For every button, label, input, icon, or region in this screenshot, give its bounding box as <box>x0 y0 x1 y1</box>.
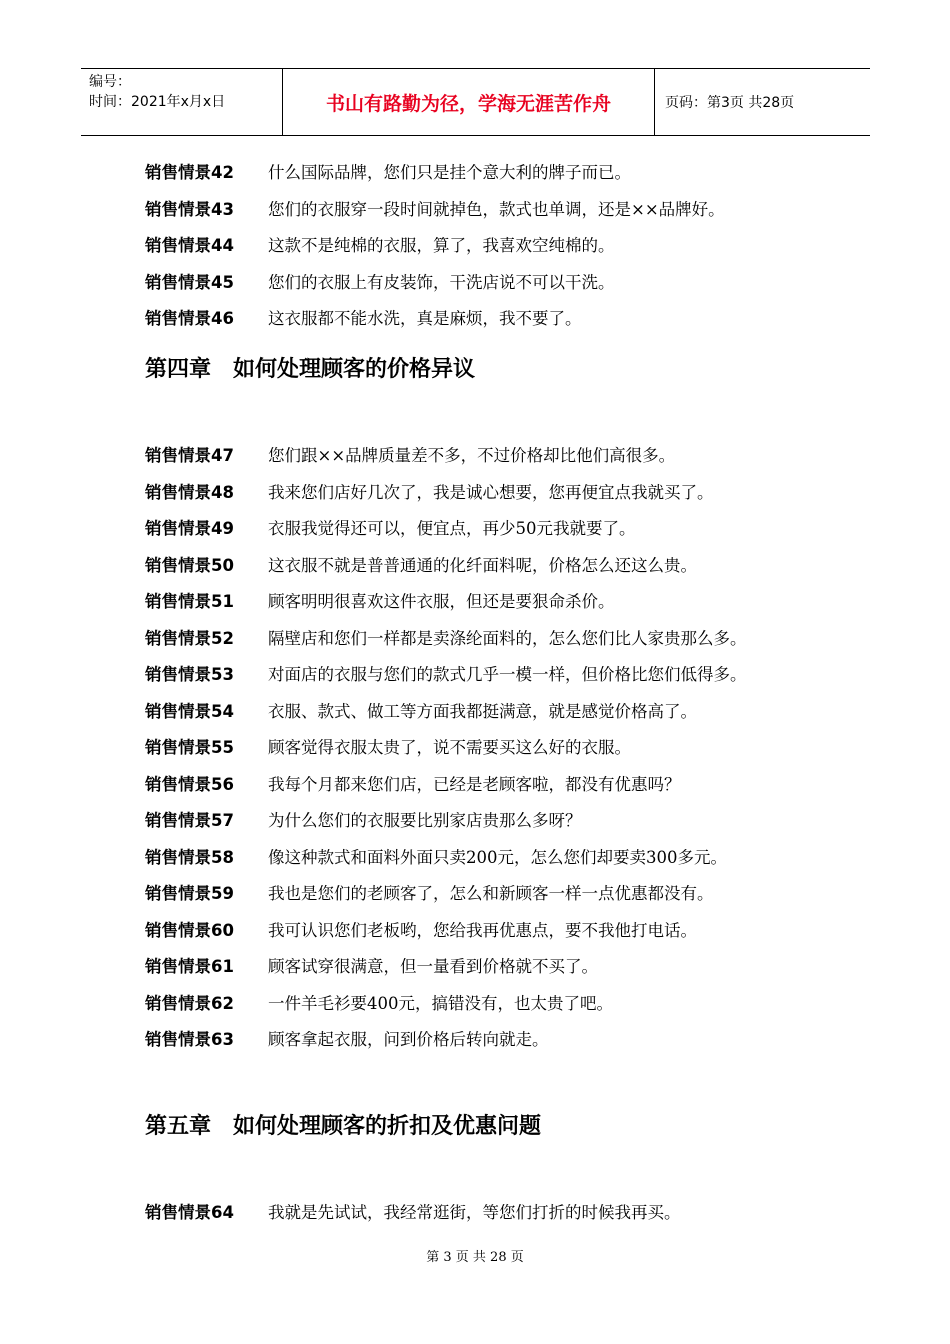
header-page-info: 页码：第3页 共28页 <box>665 95 795 111</box>
scenario-label: 销售情景60 <box>145 921 234 940</box>
scenario-text: 这款不是纯棉的衣服，算了，我喜欢空纯棉的。 <box>268 236 615 255</box>
list-item <box>145 1026 549 1050</box>
list-item <box>145 515 636 539</box>
scenario-text: 隔壁店和您们一样都是卖涤纶面料的，怎么您们比人家贵那么多。 <box>268 629 747 648</box>
scenario-text: 这衣服不就是普普通通的化纤面料呢，价格怎么还这么贵。 <box>268 556 697 575</box>
document-date: 时间：2021年x月x日 <box>89 94 226 110</box>
scenario-text: 衣服我觉得还可以，便宜点，再少50元我就要了。 <box>268 519 636 538</box>
scenario-label: 销售情景49 <box>145 519 234 538</box>
list-item <box>145 588 615 612</box>
document-number: 编号： <box>89 74 131 90</box>
scenario-text: 什么国际品牌，您们只是挂个意大利的牌子而已。 <box>268 163 631 182</box>
list-item <box>145 698 697 722</box>
list-item <box>145 1199 681 1223</box>
page-footer: 第 3 页 共 28 页 <box>426 1250 524 1265</box>
scenario-label: 销售情景53 <box>145 665 234 684</box>
list-item <box>145 661 747 685</box>
scenario-label: 销售情景52 <box>145 629 234 648</box>
scenario-label: 销售情景62 <box>145 994 234 1013</box>
list-item <box>145 844 727 868</box>
chapter-heading: 第五章 如何处理顾客的折扣及优惠问题 <box>145 1114 542 1139</box>
list-item <box>145 479 714 503</box>
scenario-label: 销售情景58 <box>145 848 234 867</box>
scenario-text: 您们的衣服穿一段时间就掉色，款式也单调，还是××品牌好。 <box>268 200 725 219</box>
scenario-text: 我就是先试试，我经常逛街，等您们打折的时候我再买。 <box>268 1203 681 1222</box>
list-item <box>145 880 714 904</box>
scenario-text: 您们跟××品牌质量差不多，不过价格却比他们高很多。 <box>268 446 676 465</box>
scenario-text: 这衣服都不能水洗，真是麻烦，我不要了。 <box>268 309 582 328</box>
list-item <box>145 196 725 220</box>
scenario-label: 销售情景54 <box>145 702 234 721</box>
scenario-text: 您们的衣服上有皮装饰，干洗店说不可以干洗。 <box>268 273 615 292</box>
scenario-label: 销售情景57 <box>145 811 234 830</box>
scenario-text: 顾客试穿很满意，但一量看到价格就不买了。 <box>268 957 598 976</box>
scenario-text: 我可认识您们老板哟，您给我再优惠点，要不我他打电话。 <box>268 921 697 940</box>
list-item <box>145 990 613 1014</box>
scenario-label: 销售情景44 <box>145 236 234 255</box>
scenario-text: 我也是您们的老顾客了，怎么和新顾客一样一点优惠都没有。 <box>268 884 714 903</box>
scenario-text: 像这种款式和面料外面只卖200元，怎么您们却要卖300多元。 <box>268 848 727 867</box>
scenario-label: 销售情景61 <box>145 957 234 976</box>
header-motto: 书山有路勤为径，学海无涯苦作舟 <box>282 69 655 135</box>
scenario-text: 为什么您们的衣服要比别家店贵那么多呀？ <box>268 811 582 830</box>
scenario-label: 销售情景63 <box>145 1030 234 1049</box>
scenario-text: 一件羊毛衫要400元，搞错没有，也太贵了吧。 <box>268 994 613 1013</box>
list-item <box>145 807 582 831</box>
scenario-label: 销售情景46 <box>145 309 234 328</box>
scenario-text: 顾客觉得衣服太贵了，说不需要买这么好的衣服。 <box>268 738 631 757</box>
list-item <box>145 625 747 649</box>
scenario-label: 销售情景51 <box>145 592 234 611</box>
header-meta <box>81 69 282 135</box>
list-item <box>145 771 681 795</box>
scenario-label: 销售情景45 <box>145 273 234 292</box>
list-item <box>145 442 675 466</box>
list-item <box>145 917 697 941</box>
list-item <box>145 305 582 329</box>
list-item <box>145 953 598 977</box>
scenario-label: 销售情景55 <box>145 738 234 757</box>
scenario-text: 顾客拿起衣服，问到价格后转向就走。 <box>268 1030 549 1049</box>
scenario-label: 销售情景56 <box>145 775 234 794</box>
page-header <box>81 68 870 136</box>
scenario-label: 销售情景50 <box>145 556 234 575</box>
scenario-label: 销售情景47 <box>145 446 234 465</box>
list-item <box>145 159 631 183</box>
scenario-label: 销售情景43 <box>145 200 234 219</box>
scenario-text: 我来您们店好几次了，我是诚心想要，您再便宜点我就买了。 <box>268 483 714 502</box>
scenario-text: 我每个月都来您们店，已经是老顾客啦，都没有优惠吗？ <box>268 775 681 794</box>
list-item <box>145 552 697 576</box>
list-item <box>145 734 631 758</box>
scenario-text: 对面店的衣服与您们的款式几乎一模一样，但价格比您们低得多。 <box>268 665 747 684</box>
chapter-heading: 第四章 如何处理顾客的价格异议 <box>145 357 476 382</box>
scenario-text: 顾客明明很喜欢这件衣服，但还是要狠命杀价。 <box>268 592 615 611</box>
scenario-label: 销售情景48 <box>145 483 234 502</box>
scenario-label: 销售情景64 <box>145 1203 234 1222</box>
list-item <box>145 269 615 293</box>
scenario-label: 销售情景42 <box>145 163 234 182</box>
list-item <box>145 232 615 256</box>
scenario-label: 销售情景59 <box>145 884 234 903</box>
scenario-text: 衣服、款式、做工等方面我都挺满意，就是感觉价格高了。 <box>268 702 697 721</box>
